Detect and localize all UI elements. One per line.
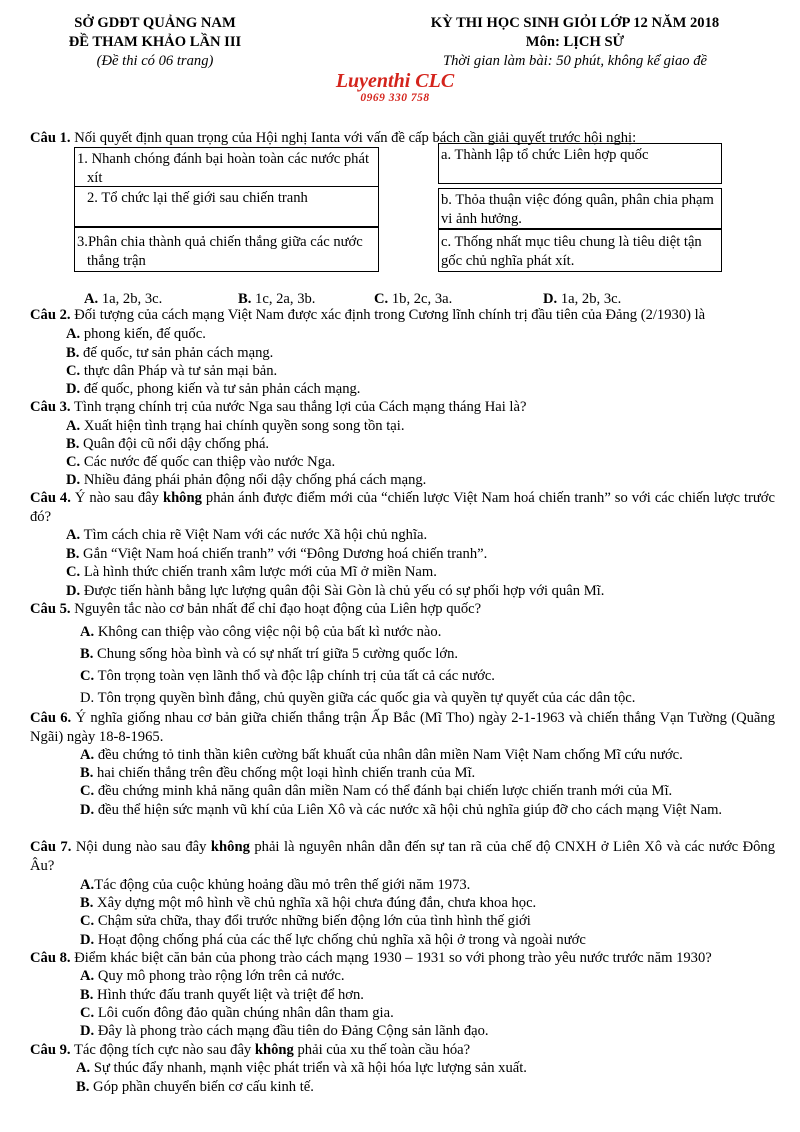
option-c: C. Chậm sửa chữa, thay đổi trước những biến động lớn của tình hình thế giới — [80, 913, 531, 929]
option-a: A. 1a, 2b, 3c. — [84, 291, 163, 307]
option-c: C. Lôi cuốn đông đảo quần chúng nhân dân tham gia. — [80, 1005, 394, 1021]
question-2: Câu 2. Đối tượng của cách mạng Việt Nam được xác định trong Cương lĩnh chính trị đầu tiên của Đảng (2/1930) là — [30, 307, 706, 323]
question-label: Câu 1. — [30, 130, 71, 146]
question-text: Nối quyết định quan trọng của Hội nghị Ianta với vấn đề cấp bách cần giải quyết trước hội nghị: — [74, 130, 637, 146]
option-a: A. Sự thúc đẩy nhanh, mạnh việc phát triển và xã hội hóa lực lượng sản xuất. — [76, 1060, 527, 1076]
option-b: B. Xây dựng một mô hình về chủ nghĩa xã hội chưa đúng đắn, chưa khoa học. — [80, 895, 537, 911]
option-a: A. Xuất hiện tình trạng hai chính quyền song song tồn tại. — [66, 418, 405, 434]
option-d: D. Hoạt động chống phá của các thế lực chống chủ nghĩa xã hội ở trong và ngoài nước — [80, 932, 586, 948]
option-d: D. Nhiều đảng phái phản động nổi dậy chống phá cách mạng. — [66, 472, 427, 488]
option-b: B. Hình thức đấu tranh quyết liệt và triệt để hơn. — [80, 987, 364, 1003]
option-b: B. Chung sống hòa bình và có sự nhất trí giữa 5 cường quốc lớn. — [80, 646, 459, 662]
header-subject: Môn: LỊCH SỬ — [525, 34, 625, 50]
match-left-1: 1. Nhanh chóng đánh bại hoàn toàn các nước phát xít — [74, 147, 379, 187]
option-a: A.Tác động của cuộc khủng hoảng dầu mỏ trên thế giới năm 1973. — [80, 877, 471, 893]
question-8: Câu 8. Điểm khác biệt căn bản của phong trào cách mạng 1930 – 1931 so với phong trào yêu nước trước năm 1930? — [30, 950, 712, 966]
option-b: B. 1c, 2a, 3b. — [238, 291, 316, 307]
option-a: A. Quy mô phong trào rộng lớn trên cả nước. — [80, 968, 345, 984]
logo-phone: 0969 330 758 — [360, 92, 430, 104]
option-c: C. đều chứng minh khả năng quân dân miền Nam có thể đánh bại chiến lược chiến tranh mới của Mĩ. — [80, 783, 673, 799]
option-a: A. Tìm cách chia rẽ Việt Nam với các nước Xã hội chủ nghĩa. — [66, 527, 428, 543]
option-b: B. Góp phần chuyển biến cơ cấu kinh tế. — [76, 1079, 314, 1095]
question-3: Câu 3. Tình trạng chính trị của nước Nga sau thắng lợi của Cách mạng tháng Hai là? — [30, 399, 527, 415]
header-duration: Thời gian làm bài: 50 phút, không kể giao đề — [443, 53, 707, 69]
match-right-c: c. Thống nhất mục tiêu chung là tiêu diệt tận gốc chủ nghĩa phát xít. — [438, 229, 722, 272]
option-c: C. Là hình thức chiến tranh xâm lược mới của Mĩ ở miền Nam. — [66, 564, 437, 580]
logo-name: Luyenthi CLC — [335, 70, 455, 92]
question-6: Câu 6. Ý nghĩa giống nhau cơ bản giữa chiến thắng trận Ấp Bắc (Mĩ Tho) ngày 2-1-1963 và chiến thắng Vạn Tường (Quãng Ngãi) ngày 18-8-1965. — [30, 710, 775, 745]
option-d: D. Được tiến hành bằng lực lượng quân đội Sài Gòn là chủ yếu có sự phối hợp với quân Mĩ. — [66, 583, 605, 599]
option-b: B. hai chiến thắng trên đều chống một loại hình chiến tranh của Mĩ. — [80, 765, 476, 781]
match-left-2: 2. Tổ chức lại thế giới sau chiến tranh — [74, 186, 379, 227]
match-left-3: 3.Phân chia thành quả chiến thắng giữa các nước thắng trận — [74, 227, 379, 272]
option-b: B. Gắn “Việt Nam hoá chiến tranh” với “Đông Dương hoá chiến tranh”. — [66, 546, 488, 562]
match-right-a: a. Thành lập tổ chức Liên hợp quốc — [438, 143, 722, 184]
question-9: Câu 9. Tác động tích cực nào sau đây không phải của xu thế toàn cầu hóa? — [30, 1042, 471, 1058]
option-d: D. đều thể hiện sức mạnh vũ khí của Liên Xô và các nước xã hội chủ nghĩa giúp đỡ cho cách mạng Việt Nam. — [80, 802, 723, 818]
header-exam-version: ĐỀ THAM KHẢO LẦN III — [68, 34, 242, 50]
option-b: B. Quân đội cũ nổi dậy chống phá. — [66, 436, 270, 452]
option-c: C. Tôn trọng toàn vẹn lãnh thổ và độc lập chính trị của tất cả các nước. — [80, 668, 495, 684]
match-right-b: b. Thỏa thuận việc đóng quân, phân chia phạm vi ảnh hưởng. — [438, 188, 722, 229]
option-d: D. 1a, 2b, 3c. — [543, 291, 622, 307]
option-a: A. phong kiến, đế quốc. — [66, 326, 206, 342]
option-c: C. 1b, 2c, 3a. — [374, 291, 453, 307]
option-d: D. đế quốc, phong kiến và tư sản phản cách mạng. — [66, 381, 361, 397]
option-d: D. Đây là phong trào cách mạng đầu tiên do Đảng Cộng sản lãnh đạo. — [80, 1023, 489, 1039]
header-exam-title: KỲ THI HỌC SINH GIỎI LỚP 12 NĂM 2018 — [430, 15, 720, 31]
option-a: A. Không can thiệp vào công việc nội bộ của bất kì nước nào. — [80, 624, 442, 640]
question-5: Câu 5. Nguyên tắc nào cơ bản nhất để chỉ đạo hoạt động của Liên hợp quốc? — [30, 601, 482, 617]
option-a: A. đều chứng tỏ tinh thần kiên cường bất khuất của nhân dân miền Nam Việt Nam chống Mĩ cứu nước. — [80, 747, 683, 763]
header-department: SỞ GDĐT QUẢNG NAM — [74, 15, 236, 31]
option-d: D. Tôn trọng quyền bình đẳng, chủ quyền giữa các quốc gia và quyền tự quyết của các dân tộc. — [80, 690, 636, 706]
question-4: Câu 4. Ý nào sau đây không phản ánh được điểm mới của “chiến lược Việt Nam hoá chiến tranh” so với các chiến lược trước đó? — [30, 490, 775, 525]
option-c: C. Các nước đế quốc can thiệp vào nước Nga. — [66, 454, 336, 470]
header-page-count: (Đề thi có 06 trang) — [96, 53, 214, 69]
question-7: Câu 7. Nội dung nào sau đây không phải là nguyên nhân dẫn đến sự tan rã của chế độ CNXH ở Liên Xô và các nước Đông Âu? — [30, 839, 776, 874]
option-c: C. thực dân Pháp và tư sản mại bản. — [66, 363, 278, 379]
watermark-logo — [300, 70, 490, 104]
option-b: B. đế quốc, tư sản phản cách mạng. — [66, 345, 274, 361]
